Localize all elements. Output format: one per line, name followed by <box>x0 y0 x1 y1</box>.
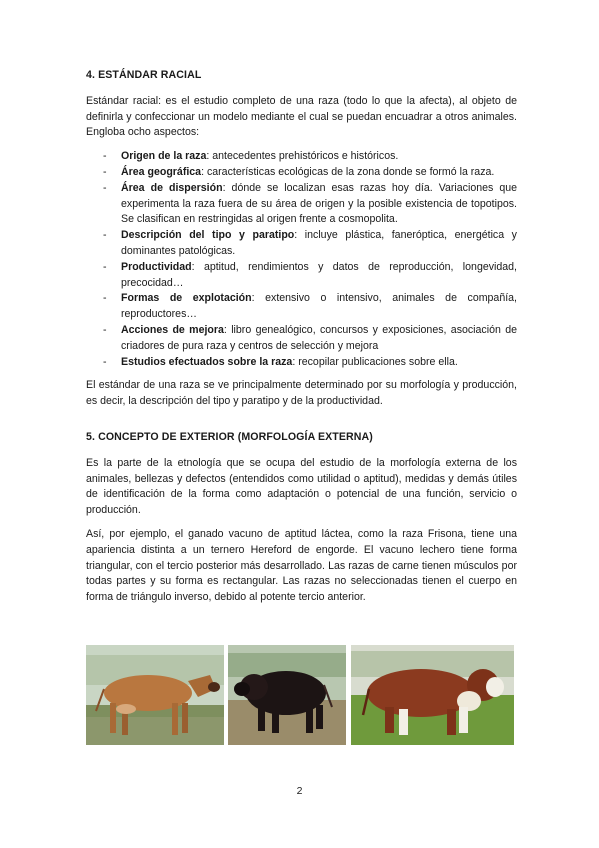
section-4-closing: El estándar de una raza se ve principalmente determinado por su morfología y producción, es decir, la descripción del tipo y paratipo y de la productividad. <box>86 379 517 408</box>
list-item: - Productividad: aptitud, rendimientos y datos de reproducción, longevidad, precocidad… <box>103 260 517 289</box>
list-item: - Estudios efectuados sobre la raza: recopilar publicaciones sobre ella. <box>103 355 458 368</box>
aspects-list <box>86 149 517 370</box>
list-item: - Área de dispersión: dónde se localizan esas razas hoy día. Variaciones que experimenta la raza fuera de su área de origen y la posible existencia de topotipos. Se clasifican en restringidas al origen frente a cosmopolita. <box>103 181 518 226</box>
cattle-photo-row <box>86 645 514 745</box>
section-5-paragraph-2: Así, por ejemplo, el ganado vacuno de aptitud láctea, como la raza Frisona, tiene una apariencia distinta a un ternero Hereford de engorde. El vacuno lechero tiene forma triangular, con el tercio posterior más desarrollado. Las razas de carne tienen músculos por todas partes y su forma es rectangular. Las razas no seleccionadas tienen el cuerpo en forma de triángulo inverso, debido al potente tercio anterior. <box>86 527 517 604</box>
list-item: - Origen de la raza: antecedentes prehistóricos e históricos. <box>103 150 399 163</box>
section-4-intro: Estándar racial: es el estudio completo de una raza (todo lo que la afecta), al objeto de definirla y confeccionar un modelo mediante el cual se puedan encuadrar a otros animales. Engloba ocho aspectos: <box>86 94 517 139</box>
hereford-bull-photo <box>351 645 514 745</box>
page-number: 2 <box>296 785 303 797</box>
section-4-heading: 4. ESTÁNDAR RACIAL <box>86 69 202 81</box>
list-item: - Acciones de mejora: libro genealógico, concursos y exposiciones, asociación de criadores de pura raza y centros de selección y mejora <box>103 323 517 352</box>
dairy-cow-photo <box>86 645 224 745</box>
list-item: - Formas de explotación: extensivo o intensivo, animales de compañía, reproductores… <box>103 292 517 321</box>
list-item: - Descripción del tipo y paratipo: incluye plástica, faneróptica, energética y dominantes patológicas. <box>103 229 517 257</box>
document-page <box>86 68 517 614</box>
section-5-heading: 5. CONCEPTO DE EXTERIOR (MORFOLOGÍA EXTERNA) <box>86 430 373 443</box>
section-5-paragraph-1: Es la parte de la etnología que se ocupa del estudio de la morfología externa de los animales, bellezas y defectos (entendidos como utilidad o aptitud), medidas y demás útiles de identificación de la forma como adaptación o potencial de una función, servicio o producción. <box>86 456 517 517</box>
black-bull-photo <box>228 645 346 745</box>
list-item: - Área geográfica: características ecológicas de la zona donde se formó la raza. <box>103 165 495 178</box>
